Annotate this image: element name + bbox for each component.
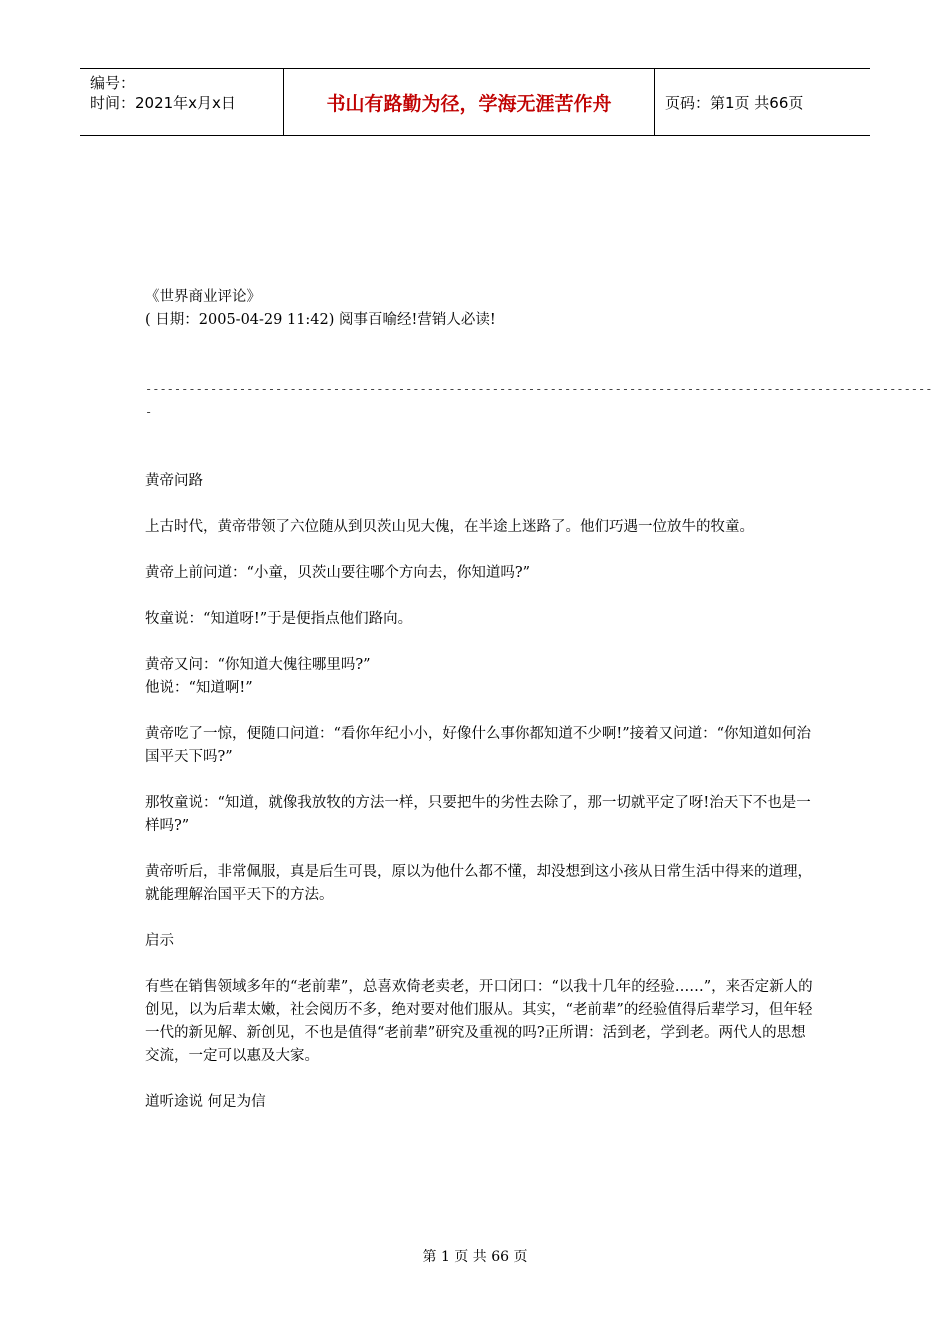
header-meta bbox=[80, 69, 283, 135]
paragraph-5: 黄帝吃了一惊，便随口问道：“看你年纪小小，好像什么事你都知道不少啊!”接着又问道：“你知道如何治国平天下吗?” bbox=[145, 726, 812, 765]
article-source: 《世界商业评论》 bbox=[145, 289, 261, 305]
time-label: 时间：2021年x月x日 bbox=[90, 94, 236, 112]
paragraph-2: 黄帝上前问道：“小童，贝茨山要往哪个方向去，你知道吗?” bbox=[145, 565, 531, 581]
section-title-1: 黄帝问路 bbox=[145, 473, 203, 489]
divider-tail: - bbox=[145, 405, 153, 419]
section-title-2: 启示 bbox=[145, 933, 174, 949]
paragraph-7: 黄帝听后，非常佩服，真是后生可畏，原以为他什么都不懂，却没想到这小孩从日常生活中得来的道理，就能理解治国平天下的方法。 bbox=[145, 864, 812, 903]
page-header bbox=[80, 68, 870, 136]
paragraph-6: 那牧童说：“知道，就像我放牧的方法一样，只要把牛的劣性去除了，那一切就平定了呀!治天下不也是一样吗?” bbox=[145, 795, 811, 834]
number-label: 编号： bbox=[90, 74, 136, 92]
paragraph-8: 有些在销售领域多年的“老前辈”，总喜欢倚老卖老，开口闭口：“以我十几年的经验……”，来否定新人的创见，以为后辈太嫩，社会阅历不多，绝对要对他们服从。其实，“老前辈”的经验值得后辈学习，但年轻一代的新见解、新创见，不也是值得“老前辈”研究及重视的吗?正所谓：活到老，学到老。两代人的思想交流，一定可以惠及大家。 bbox=[145, 979, 813, 1064]
paragraph-4b: 他说：“知道啊!” bbox=[145, 680, 253, 696]
footer-page-number: 第 1 页 共 66 页 bbox=[422, 1249, 528, 1265]
section-title-3: 道听途说 何足为信 bbox=[145, 1094, 266, 1110]
header-page-cell bbox=[655, 69, 870, 135]
header-motto-cell bbox=[283, 69, 655, 135]
article-body bbox=[145, 286, 933, 1114]
paragraph-3: 牧童说：“知道呀!”于是便指点他们路向。 bbox=[145, 611, 413, 627]
page-label: 页码：第1页 共66页 bbox=[665, 93, 804, 112]
paragraph-1: 上古时代，黄帝带领了六位随从到贝茨山见大傀，在半途上迷路了。他们巧遇一位放牛的牧童。 bbox=[145, 519, 754, 535]
motto-text: 书山有路勤为径，学海无涯苦作舟 bbox=[326, 92, 612, 115]
paragraph-4a: 黄帝又问：“你知道大傀往哪里吗?” bbox=[145, 657, 371, 673]
article-dateline: ( 日期：2005-04-29 11:42) 阅事百喻经!营销人必读! bbox=[145, 312, 496, 328]
divider-line: ------------------------------------------------------------------------------------------------------------- bbox=[145, 382, 933, 396]
page-footer bbox=[0, 1246, 950, 1266]
